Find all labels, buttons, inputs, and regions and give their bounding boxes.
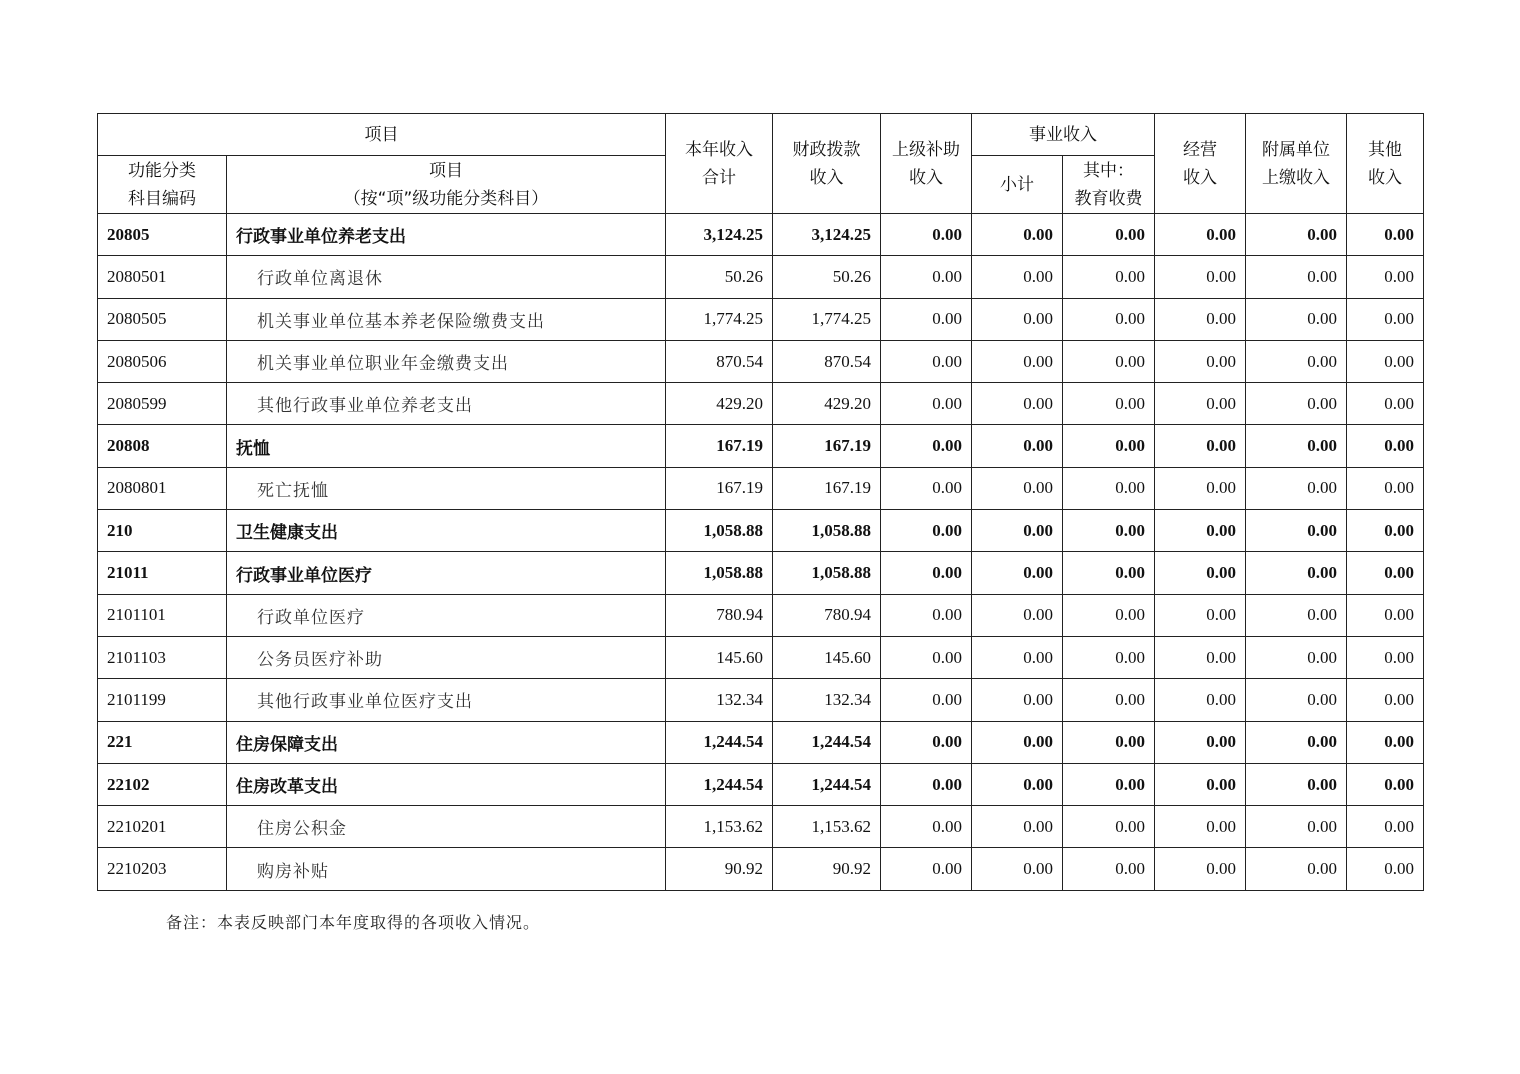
table-row xyxy=(98,552,1424,594)
row-code: 2101103 xyxy=(98,636,227,678)
row-value: 0.00 xyxy=(1063,594,1155,636)
row-code: 2080506 xyxy=(98,340,227,382)
row-value: 0.00 xyxy=(1063,340,1155,382)
row-value: 0.00 xyxy=(1063,636,1155,678)
row-value: 1,244.54 xyxy=(773,721,881,763)
row-value: 0.00 xyxy=(972,467,1063,509)
row-value: 0.00 xyxy=(1246,552,1347,594)
header-subtotal: 小计 xyxy=(972,156,1063,214)
row-code: 20808 xyxy=(98,425,227,467)
row-value: 0.00 xyxy=(1246,467,1347,509)
row-value: 0.00 xyxy=(881,383,972,425)
row-value: 0.00 xyxy=(972,848,1063,890)
row-code: 2080599 xyxy=(98,383,227,425)
row-code: 2101199 xyxy=(98,679,227,721)
row-value: 870.54 xyxy=(666,340,773,382)
row-value: 0.00 xyxy=(1347,467,1424,509)
row-value: 0.00 xyxy=(972,214,1063,256)
row-code: 21011 xyxy=(98,552,227,594)
row-value: 0.00 xyxy=(972,340,1063,382)
header-name: 项目 （按“项”级功能分类科目） xyxy=(227,156,666,214)
header-fiscal: 财政拨款 收入 xyxy=(773,114,881,214)
row-value: 0.00 xyxy=(1063,806,1155,848)
row-value: 0.00 xyxy=(1155,848,1246,890)
row-value: 50.26 xyxy=(666,256,773,298)
row-value: 0.00 xyxy=(1155,636,1246,678)
row-value: 0.00 xyxy=(972,594,1063,636)
table-row xyxy=(98,467,1424,509)
row-value: 0.00 xyxy=(972,383,1063,425)
row-value: 429.20 xyxy=(666,383,773,425)
row-value: 0.00 xyxy=(1063,721,1155,763)
row-value: 3,124.25 xyxy=(773,214,881,256)
table-row xyxy=(98,806,1424,848)
row-value: 0.00 xyxy=(881,763,972,805)
row-value: 0.00 xyxy=(1246,256,1347,298)
table-row xyxy=(98,848,1424,890)
table-row xyxy=(98,298,1424,340)
row-value: 0.00 xyxy=(1155,214,1246,256)
row-name: 机关事业单位职业年金缴费支出 xyxy=(227,340,666,382)
row-value: 0.00 xyxy=(881,298,972,340)
row-value: 0.00 xyxy=(881,340,972,382)
table-row xyxy=(98,214,1424,256)
row-value: 1,058.88 xyxy=(773,510,881,552)
row-value: 90.92 xyxy=(666,848,773,890)
row-name: 购房补贴 xyxy=(227,848,666,890)
row-value: 0.00 xyxy=(1347,256,1424,298)
row-name: 行政单位医疗 xyxy=(227,594,666,636)
header-project: 项目 xyxy=(98,114,666,156)
row-value: 0.00 xyxy=(1063,425,1155,467)
row-value: 0.00 xyxy=(1063,298,1155,340)
row-value: 0.00 xyxy=(1246,806,1347,848)
row-name: 住房公积金 xyxy=(227,806,666,848)
row-value: 0.00 xyxy=(1246,636,1347,678)
header-row-1 xyxy=(98,114,1424,156)
row-value: 0.00 xyxy=(1347,848,1424,890)
income-table xyxy=(97,113,1424,891)
row-value: 0.00 xyxy=(1155,721,1246,763)
table-row xyxy=(98,636,1424,678)
row-value: 0.00 xyxy=(881,848,972,890)
row-code: 20805 xyxy=(98,214,227,256)
row-value: 0.00 xyxy=(1246,594,1347,636)
row-value: 0.00 xyxy=(1063,552,1155,594)
table-row xyxy=(98,679,1424,721)
row-name: 公务员医疗补助 xyxy=(227,636,666,678)
row-value: 1,244.54 xyxy=(666,763,773,805)
row-value: 50.26 xyxy=(773,256,881,298)
row-value: 0.00 xyxy=(1155,594,1246,636)
row-value: 1,058.88 xyxy=(773,552,881,594)
row-value: 0.00 xyxy=(1246,510,1347,552)
row-value: 0.00 xyxy=(972,510,1063,552)
row-value: 0.00 xyxy=(1347,594,1424,636)
row-value: 167.19 xyxy=(773,425,881,467)
header-affiliated: 附属单位 上缴收入 xyxy=(1246,114,1347,214)
header-total: 本年收入 合计 xyxy=(666,114,773,214)
row-value: 0.00 xyxy=(881,510,972,552)
row-value: 145.60 xyxy=(773,636,881,678)
row-value: 1,058.88 xyxy=(666,510,773,552)
row-value: 0.00 xyxy=(972,298,1063,340)
row-value: 1,244.54 xyxy=(666,721,773,763)
row-value: 0.00 xyxy=(1347,806,1424,848)
row-value: 780.94 xyxy=(773,594,881,636)
row-value: 0.00 xyxy=(881,256,972,298)
row-value: 0.00 xyxy=(1347,636,1424,678)
row-value: 0.00 xyxy=(1347,763,1424,805)
row-name: 其他行政事业单位医疗支出 xyxy=(227,679,666,721)
row-value: 0.00 xyxy=(1155,679,1246,721)
row-value: 0.00 xyxy=(881,721,972,763)
row-value: 0.00 xyxy=(1246,340,1347,382)
row-value: 0.00 xyxy=(881,425,972,467)
row-value: 0.00 xyxy=(1155,256,1246,298)
row-value: 0.00 xyxy=(1063,763,1155,805)
row-code: 2080501 xyxy=(98,256,227,298)
row-value: 780.94 xyxy=(666,594,773,636)
row-value: 0.00 xyxy=(1063,214,1155,256)
header-operating: 经营 收入 xyxy=(1155,114,1246,214)
row-value: 0.00 xyxy=(972,256,1063,298)
row-value: 0.00 xyxy=(972,763,1063,805)
row-value: 0.00 xyxy=(1347,298,1424,340)
row-value: 1,153.62 xyxy=(773,806,881,848)
row-value: 0.00 xyxy=(881,806,972,848)
row-value: 0.00 xyxy=(881,636,972,678)
row-value: 0.00 xyxy=(1063,383,1155,425)
header-code: 功能分类 科目编码 xyxy=(98,156,227,214)
row-value: 0.00 xyxy=(1063,679,1155,721)
table-row xyxy=(98,510,1424,552)
row-code: 2080801 xyxy=(98,467,227,509)
table-row xyxy=(98,340,1424,382)
row-value: 0.00 xyxy=(972,679,1063,721)
row-code: 2101101 xyxy=(98,594,227,636)
row-value: 0.00 xyxy=(1063,848,1155,890)
row-name: 行政事业单位养老支出 xyxy=(227,214,666,256)
row-value: 132.34 xyxy=(773,679,881,721)
row-value: 167.19 xyxy=(666,425,773,467)
row-name: 抚恤 xyxy=(227,425,666,467)
row-value: 0.00 xyxy=(1155,552,1246,594)
row-code: 210 xyxy=(98,510,227,552)
row-value: 1,058.88 xyxy=(666,552,773,594)
row-value: 0.00 xyxy=(972,552,1063,594)
row-code: 2080505 xyxy=(98,298,227,340)
row-value: 429.20 xyxy=(773,383,881,425)
row-value: 0.00 xyxy=(1347,340,1424,382)
row-value: 1,774.25 xyxy=(773,298,881,340)
table-row xyxy=(98,763,1424,805)
row-value: 870.54 xyxy=(773,340,881,382)
row-code: 2210201 xyxy=(98,806,227,848)
table-row xyxy=(98,256,1424,298)
row-name: 住房改革支出 xyxy=(227,763,666,805)
row-value: 1,153.62 xyxy=(666,806,773,848)
row-value: 0.00 xyxy=(1063,256,1155,298)
remark-note: 备注：本表反映部门本年度取得的各项收入情况。 xyxy=(166,913,541,932)
row-value: 0.00 xyxy=(1347,383,1424,425)
row-value: 0.00 xyxy=(881,552,972,594)
row-value: 3,124.25 xyxy=(666,214,773,256)
row-value: 0.00 xyxy=(1063,467,1155,509)
row-value: 0.00 xyxy=(1155,467,1246,509)
row-value: 0.00 xyxy=(1246,383,1347,425)
row-value: 0.00 xyxy=(1347,214,1424,256)
row-value: 0.00 xyxy=(1155,763,1246,805)
header-superior: 上级补助 收入 xyxy=(881,114,972,214)
table-row xyxy=(98,594,1424,636)
row-name: 死亡抚恤 xyxy=(227,467,666,509)
table-row xyxy=(98,721,1424,763)
row-name: 卫生健康支出 xyxy=(227,510,666,552)
row-value: 167.19 xyxy=(666,467,773,509)
row-value: 0.00 xyxy=(1347,425,1424,467)
row-code: 2210203 xyxy=(98,848,227,890)
row-value: 0.00 xyxy=(881,214,972,256)
row-value: 0.00 xyxy=(881,594,972,636)
row-value: 0.00 xyxy=(1246,848,1347,890)
row-value: 0.00 xyxy=(1246,763,1347,805)
row-name: 住房保障支出 xyxy=(227,721,666,763)
row-value: 0.00 xyxy=(1155,340,1246,382)
row-value: 0.00 xyxy=(881,467,972,509)
row-name: 行政单位离退休 xyxy=(227,256,666,298)
row-value: 0.00 xyxy=(1246,425,1347,467)
row-value: 0.00 xyxy=(972,425,1063,467)
row-value: 0.00 xyxy=(972,806,1063,848)
row-value: 0.00 xyxy=(881,679,972,721)
header-edu: 其中： 教育收费 xyxy=(1063,156,1155,214)
row-value: 0.00 xyxy=(1155,510,1246,552)
row-value: 0.00 xyxy=(1063,510,1155,552)
table-body xyxy=(98,214,1424,891)
row-value: 167.19 xyxy=(773,467,881,509)
row-value: 0.00 xyxy=(1246,214,1347,256)
header-business: 事业收入 xyxy=(972,114,1155,156)
row-value: 145.60 xyxy=(666,636,773,678)
row-value: 132.34 xyxy=(666,679,773,721)
row-value: 0.00 xyxy=(972,721,1063,763)
row-value: 0.00 xyxy=(1347,510,1424,552)
row-value: 0.00 xyxy=(1347,552,1424,594)
row-value: 0.00 xyxy=(1246,679,1347,721)
table-row xyxy=(98,425,1424,467)
row-value: 0.00 xyxy=(1155,298,1246,340)
row-value: 0.00 xyxy=(1347,721,1424,763)
row-value: 1,244.54 xyxy=(773,763,881,805)
row-name: 机关事业单位基本养老保险缴费支出 xyxy=(227,298,666,340)
row-value: 90.92 xyxy=(773,848,881,890)
row-value: 0.00 xyxy=(1347,679,1424,721)
row-value: 0.00 xyxy=(1155,383,1246,425)
row-value: 0.00 xyxy=(1155,425,1246,467)
row-value: 0.00 xyxy=(1246,721,1347,763)
row-value: 0.00 xyxy=(1155,806,1246,848)
header-other: 其他 收入 xyxy=(1347,114,1424,214)
row-name: 行政事业单位医疗 xyxy=(227,552,666,594)
row-value: 0.00 xyxy=(1246,298,1347,340)
row-value: 0.00 xyxy=(972,636,1063,678)
table-row xyxy=(98,383,1424,425)
row-code: 22102 xyxy=(98,763,227,805)
row-value: 1,774.25 xyxy=(666,298,773,340)
row-name: 其他行政事业单位养老支出 xyxy=(227,383,666,425)
row-code: 221 xyxy=(98,721,227,763)
